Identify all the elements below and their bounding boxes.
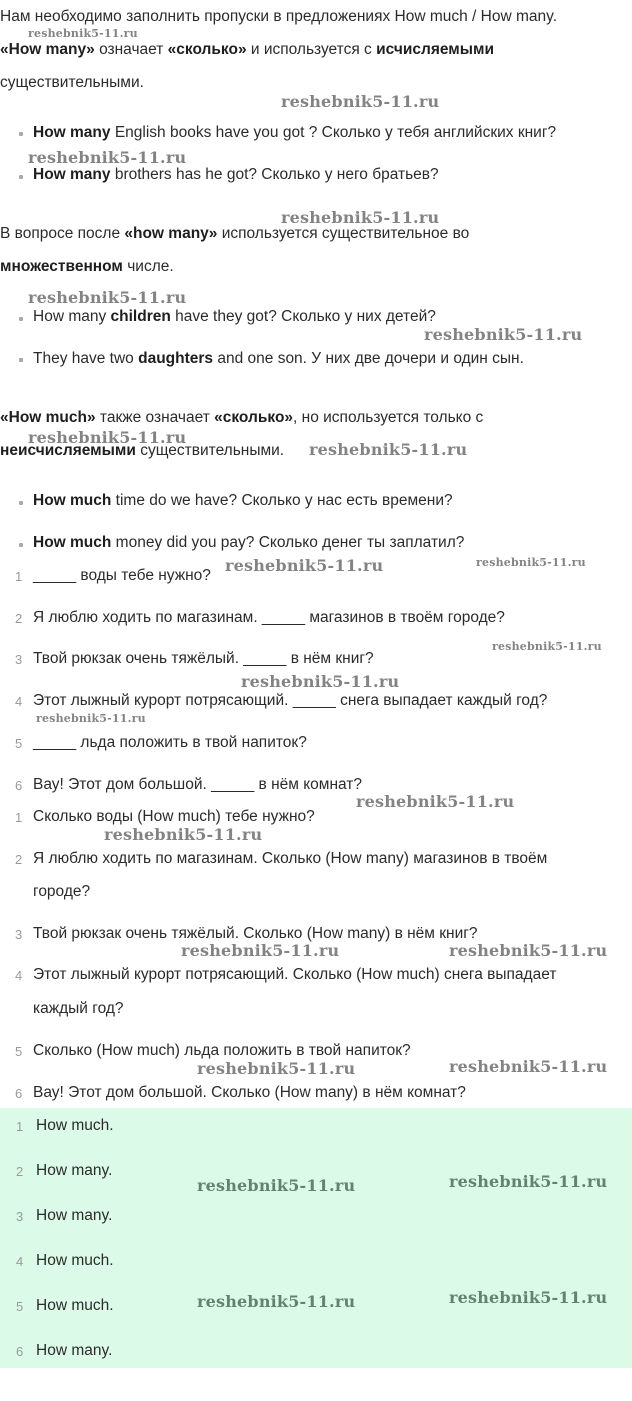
bullet-icon bbox=[19, 317, 23, 321]
watermark: reshebnik5-11.ru bbox=[28, 27, 138, 40]
bullet-icon bbox=[19, 501, 23, 505]
example-item: How much time do we have? Сколько у нас есть времени? bbox=[33, 492, 453, 509]
item-number: 3 bbox=[15, 652, 23, 667]
example-item: How many brothers has he got? Сколько у него братьев? bbox=[33, 166, 439, 183]
watermark: reshebnik5-11.ru bbox=[28, 428, 187, 447]
watermark: reshebnik5-11.ru bbox=[476, 556, 586, 569]
bullet-icon bbox=[19, 543, 23, 547]
watermark: reshebnik5-11.ru bbox=[28, 288, 187, 307]
exercise-item: _____ воды тебе нужно? bbox=[33, 567, 211, 584]
watermark: reshebnik5-11.ru bbox=[36, 712, 146, 725]
watermark: reshebnik5-11.ru bbox=[449, 941, 608, 960]
item-number: 4 bbox=[15, 694, 23, 709]
item-number: 1 bbox=[15, 810, 23, 825]
watermark: reshebnik5-11.ru bbox=[449, 1057, 608, 1076]
item-number: 4 bbox=[15, 968, 23, 983]
item-number: 6 bbox=[16, 1344, 24, 1359]
answer-item: How much. bbox=[36, 1297, 114, 1314]
item-number: 3 bbox=[16, 1209, 24, 1224]
exercise-item: _____ льда положить в твой напиток? bbox=[33, 734, 307, 751]
how-many-rule-cont: существительными. bbox=[0, 74, 144, 91]
plural-rule: В вопросе после «how many» используется существительное во bbox=[0, 225, 470, 242]
item-number: 6 bbox=[15, 1086, 23, 1101]
exercise-item: Я люблю ходить по магазинам. _____ магазинов в твоём городе? bbox=[33, 609, 505, 626]
example-item: They have two daughters and one son. У них две дочери и один сын. bbox=[33, 350, 524, 367]
plural-rule-cont: множественном числе. bbox=[0, 258, 174, 275]
item-number: 5 bbox=[16, 1299, 24, 1314]
bullet-icon bbox=[19, 132, 23, 136]
translation-item: Вау! Этот дом большой. Сколько (How many) в нём комнат? bbox=[33, 1084, 466, 1101]
answer-item: How many. bbox=[36, 1207, 113, 1224]
translation-item-cont: каждый год? bbox=[33, 1000, 124, 1017]
item-number: 5 bbox=[15, 736, 23, 751]
translation-item: Твой рюкзак очень тяжёлый. Сколько (How many) в нём книг? bbox=[33, 925, 478, 942]
how-many-rule: «How many» означает «сколько» и используется с исчисляемыми bbox=[0, 41, 495, 58]
translation-item: Сколько (How much) льда положить в твой напиток? bbox=[33, 1042, 411, 1059]
item-number: 1 bbox=[15, 569, 23, 584]
translation-item: Сколько воды (How much) тебе нужно? bbox=[33, 808, 315, 825]
item-number: 1 bbox=[16, 1119, 24, 1134]
watermark: reshebnik5-11.ru bbox=[197, 1059, 356, 1078]
item-number: 2 bbox=[15, 852, 23, 867]
watermark: reshebnik5-11.ru bbox=[424, 325, 583, 344]
example-item: How many children have they got? Сколько у них детей? bbox=[33, 308, 436, 325]
watermark: reshebnik5-11.ru bbox=[492, 640, 602, 653]
item-number: 6 bbox=[15, 778, 23, 793]
example-item: How many English books have you got ? Сколько у тебя английских книг? bbox=[33, 124, 557, 141]
item-number: 2 bbox=[16, 1164, 24, 1179]
item-number: 2 bbox=[15, 611, 23, 626]
how-much-rule-cont: неисчисляемыми существительными. bbox=[0, 442, 285, 459]
watermark: reshebnik5-11.ru bbox=[104, 825, 263, 844]
watermark: reshebnik5-11.ru bbox=[197, 1176, 356, 1195]
watermark: reshebnik5-11.ru bbox=[241, 672, 400, 691]
exercise-item: Этот лыжный курорт потрясающий. _____ снега выпадает каждый год? bbox=[33, 692, 548, 709]
watermark: reshebnik5-11.ru bbox=[28, 148, 187, 167]
answer-item: How much. bbox=[36, 1117, 114, 1134]
exercise-item: Твой рюкзак очень тяжёлый. _____ в нём книг? bbox=[33, 650, 374, 667]
item-number: 3 bbox=[15, 927, 23, 942]
exercise-item: Вау! Этот дом большой. _____ в нём комнат? bbox=[33, 776, 363, 793]
watermark: reshebnik5-11.ru bbox=[181, 941, 340, 960]
item-number: 4 bbox=[16, 1254, 24, 1269]
answers-block bbox=[0, 1108, 632, 1368]
answer-item: How many. bbox=[36, 1342, 113, 1359]
answer-item: How many. bbox=[36, 1162, 113, 1179]
watermark: reshebnik5-11.ru bbox=[225, 556, 384, 575]
watermark: reshebnik5-11.ru bbox=[449, 1288, 608, 1307]
how-much-rule: «How much» также означает «сколько», но используется только с bbox=[0, 409, 484, 426]
watermark: reshebnik5-11.ru bbox=[449, 1172, 608, 1191]
answer-item: How much. bbox=[36, 1252, 114, 1269]
watermark: reshebnik5-11.ru bbox=[197, 1292, 356, 1311]
intro-line: Нам необходимо заполнить пропуски в предложениях How much / How many. bbox=[0, 8, 558, 25]
watermark: reshebnik5-11.ru bbox=[281, 92, 440, 111]
bullet-icon bbox=[19, 358, 23, 362]
example-item: How much money did you pay? Сколько денег ты заплатил? bbox=[33, 534, 465, 551]
translation-item: Этот лыжный курорт потрясающий. Сколько (How much) снега выпадает bbox=[33, 966, 557, 983]
watermark: reshebnik5-11.ru bbox=[309, 440, 468, 459]
translation-item-cont: городе? bbox=[33, 883, 91, 900]
watermark: reshebnik5-11.ru bbox=[356, 792, 515, 811]
translation-item: Я люблю ходить по магазинам. Сколько (How many) магазинов в твоём bbox=[33, 850, 548, 867]
item-number: 5 bbox=[15, 1044, 23, 1059]
watermark: reshebnik5-11.ru bbox=[281, 208, 440, 227]
bullet-icon bbox=[19, 175, 23, 179]
